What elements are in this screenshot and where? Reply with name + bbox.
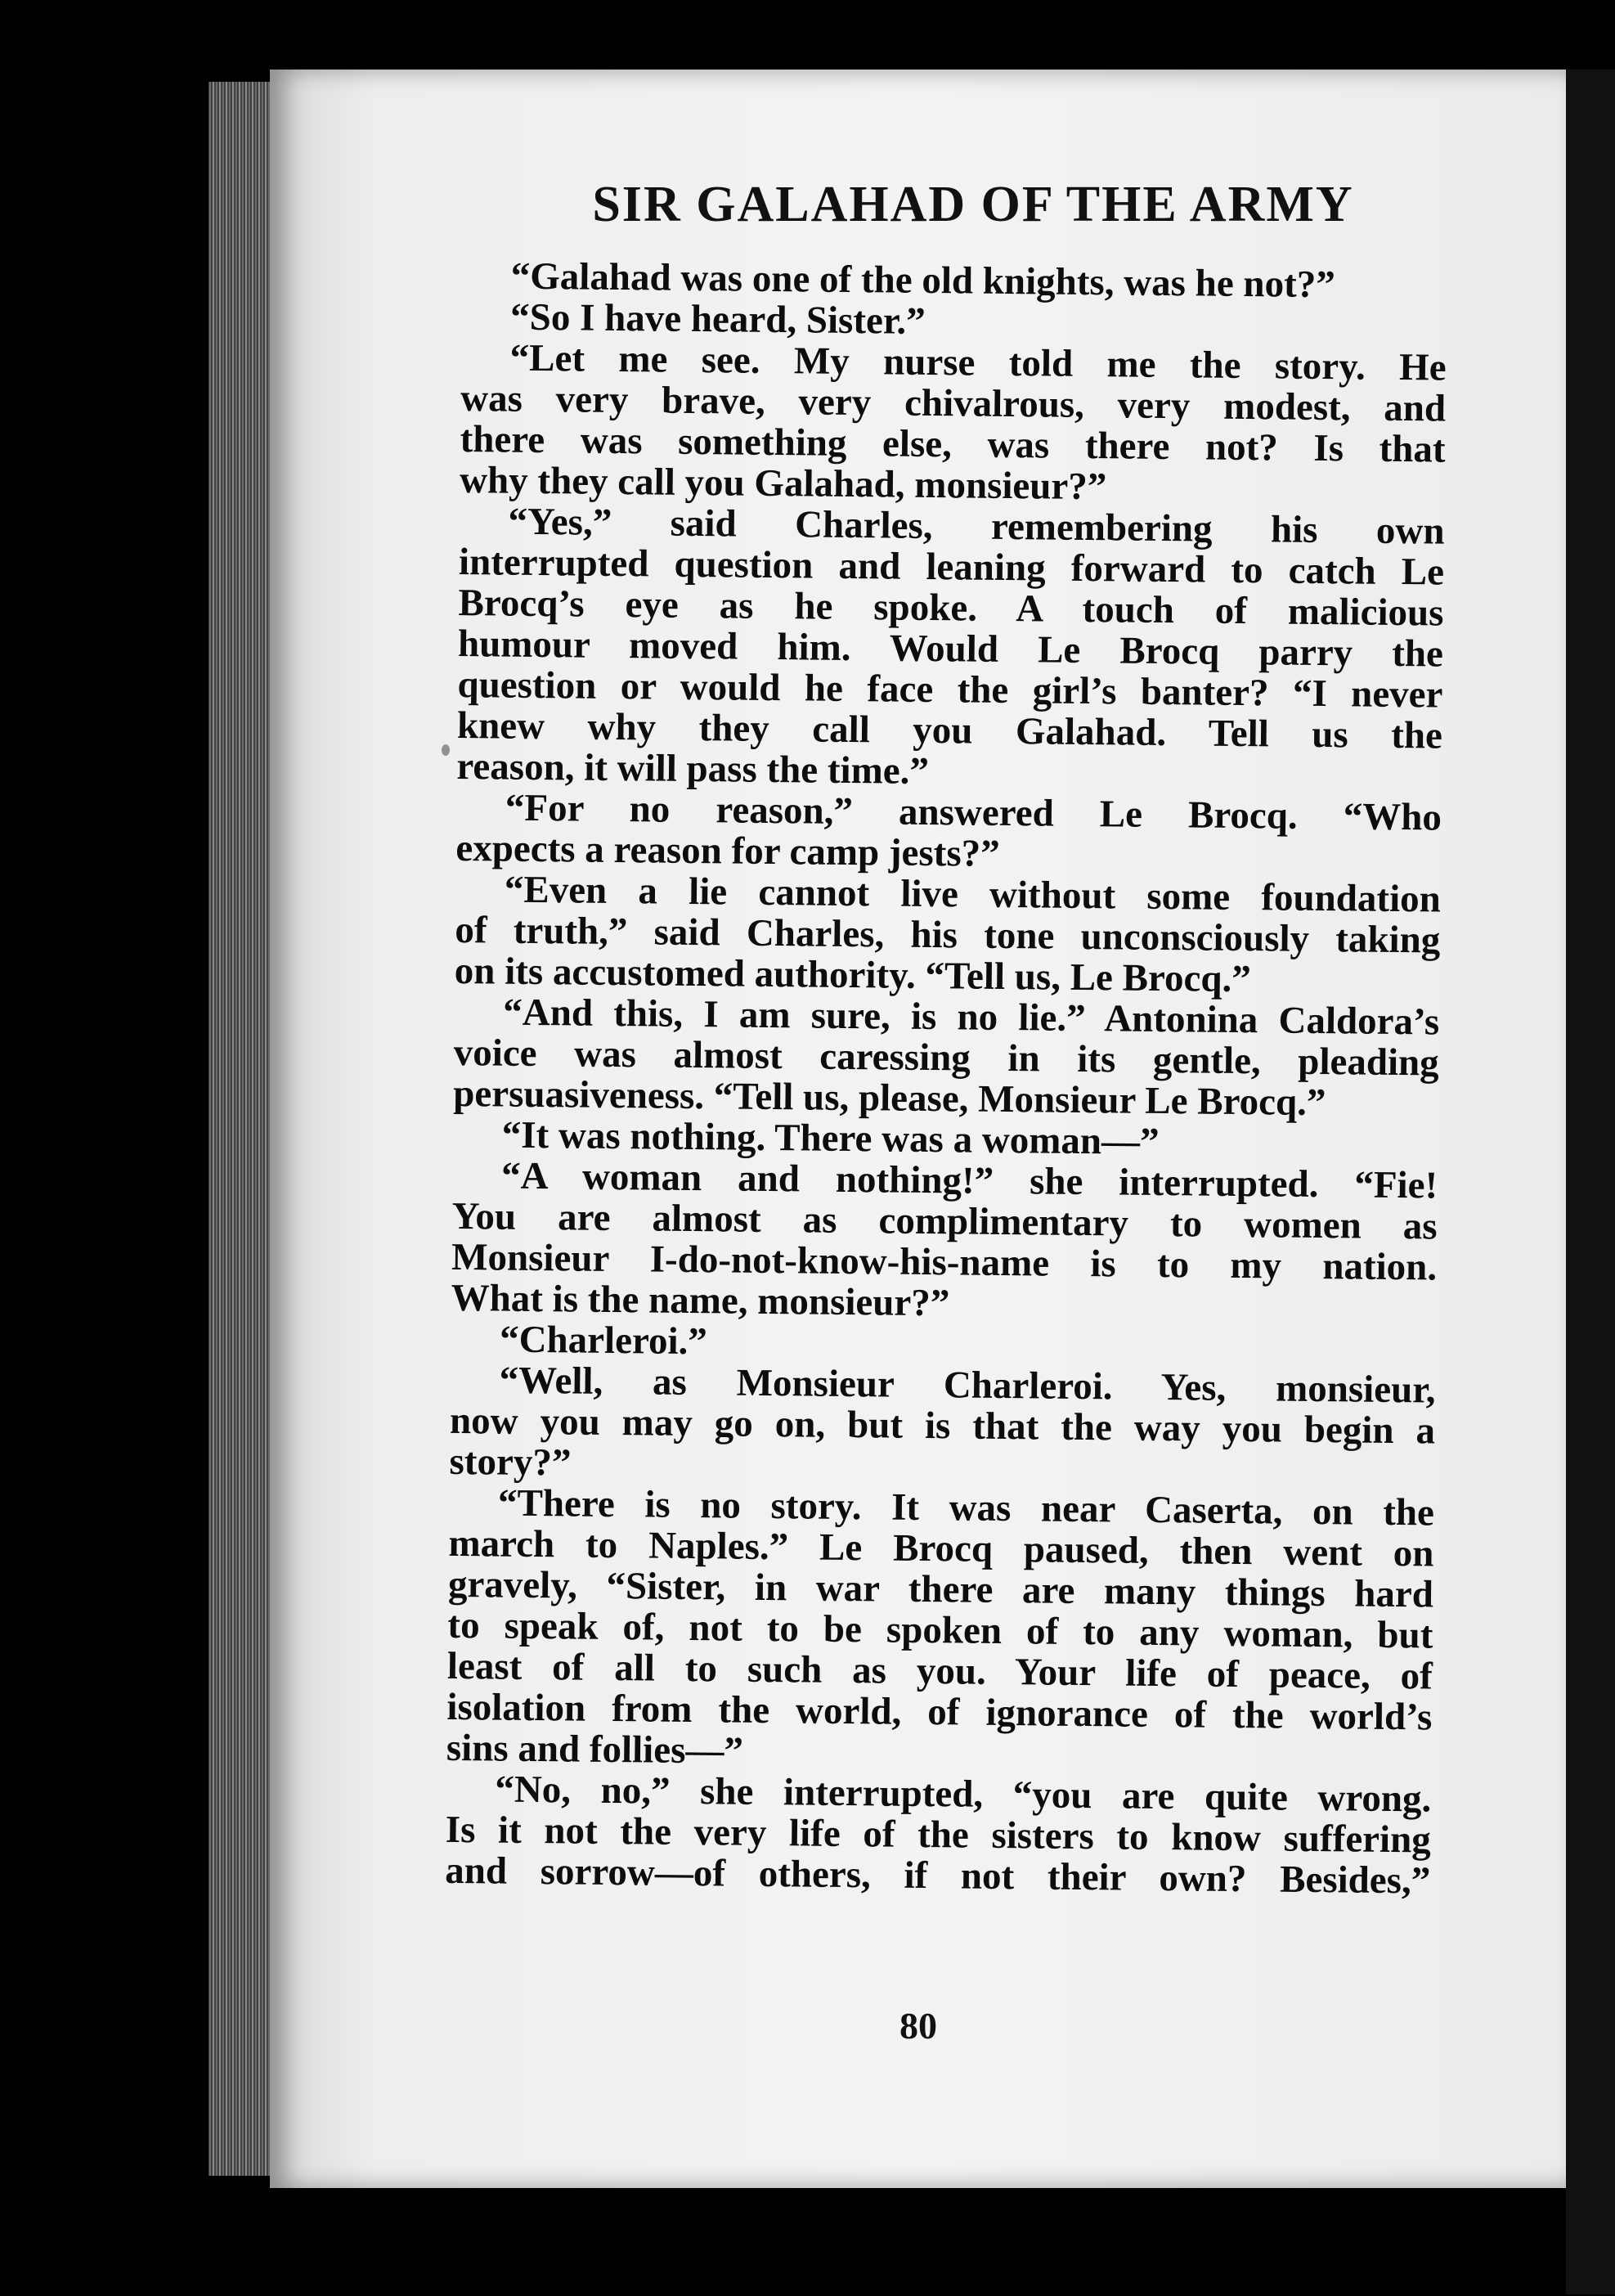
text-line: “There is no story. It was near Caserta, on the — [497, 1481, 1435, 1534]
scan-border — [1566, 70, 1615, 2294]
text-line: reason, it will pass the time.” — [456, 744, 930, 793]
text-line: “And this, I am sure, is no lie.” Antonina Caldora’s — [503, 991, 1440, 1044]
text-line: voice was almost caressing in its gentle, pleading — [453, 1031, 1439, 1085]
text-line: What is the name, monsieur?” — [451, 1276, 950, 1325]
text-line: there was something else, was there not? Is that — [460, 417, 1446, 471]
text-line: “So I have heard, Sister.” — [509, 295, 926, 343]
text-line: gravely, “Sister, in war there are many things hard — [447, 1562, 1434, 1616]
text-line: knew why they call you Galahad. Tell us the — [456, 703, 1443, 757]
text-line: Brocq’s eye as he spoke. A touch of malicious — [458, 581, 1444, 635]
text-line: sins and follies—” — [446, 1726, 744, 1773]
page-number: 80 — [899, 2005, 937, 2047]
text-line: and sorrow—of others, if not their own? Besides,” — [445, 1849, 1431, 1903]
text-line: question or would he face the girl’s banter? “I never — [457, 663, 1443, 717]
text-line: now you may go on, but is that the way you begin a — [449, 1399, 1436, 1453]
text-line: why they call you Galahad, monsieur?” — [459, 458, 1107, 509]
text-line: of truth,” said Charles, his tone unconsciously taking — [455, 908, 1441, 962]
text-line: Is it not the very life of the sisters to know suffering — [445, 1808, 1432, 1862]
text-line: on its accustomed authority. “Tell us, Le Brocq.” — [454, 949, 1252, 1001]
text-line: “It was nothing. There was a woman—” — [501, 1113, 1160, 1163]
text-line: “For no reason,” answered Le Brocq. “Who — [505, 786, 1442, 839]
text-line: “Well, as Monsieur Charleroi. Yes, monsieur, — [499, 1359, 1436, 1412]
text-line: to speak of, not to be spoken of to any woman, but — [447, 1603, 1433, 1657]
text-line: “Charleroi.” — [499, 1318, 708, 1364]
text-line: “No, no,” she interrupted, “you are quite wrong. — [495, 1768, 1432, 1821]
text-line: interrupted question and leaning forward to catch Le — [458, 540, 1445, 594]
text-line: humour moved him. Would Le Brocq parry the — [457, 622, 1444, 676]
text-line: “Let me see. My nurse told me the story. He — [509, 336, 1447, 389]
text-line: You are almost as complimentary to women as — [451, 1194, 1438, 1248]
text-line: least of all to such as you. Your life of peace, of — [446, 1644, 1433, 1698]
text-line: “Galahad was one of the old knights, was he not?” — [510, 254, 1336, 307]
text-line: Monsieur I-do-not-know-his-name is to my nation. — [451, 1235, 1438, 1289]
text-line: march to Naples.” Le Brocq paused, then went on — [448, 1521, 1434, 1575]
running-head: SIR GALAHAD OF THE ARMY — [592, 177, 1354, 232]
text-line: story?” — [449, 1440, 572, 1485]
text-line: “A woman and nothing!” she interrupted. “Fie! — [500, 1154, 1438, 1207]
text-line: “Even a lie cannot live without some foundation — [504, 868, 1442, 921]
text-line: “Yes,” said Charles, remembering his own — [508, 500, 1445, 553]
margin-speck — [442, 744, 450, 756]
text-line: expects a reason for camp jests?” — [455, 826, 1000, 875]
text-line: isolation from the world, of ignorance of the world’s — [446, 1685, 1433, 1739]
body-text — [445, 255, 1447, 1902]
text-line: persuasiveness. “Tell us, please, Monsieur Le Brocq.” — [452, 1072, 1326, 1125]
text-line: was very brave, very chivalrous, very modest, and — [460, 376, 1447, 430]
